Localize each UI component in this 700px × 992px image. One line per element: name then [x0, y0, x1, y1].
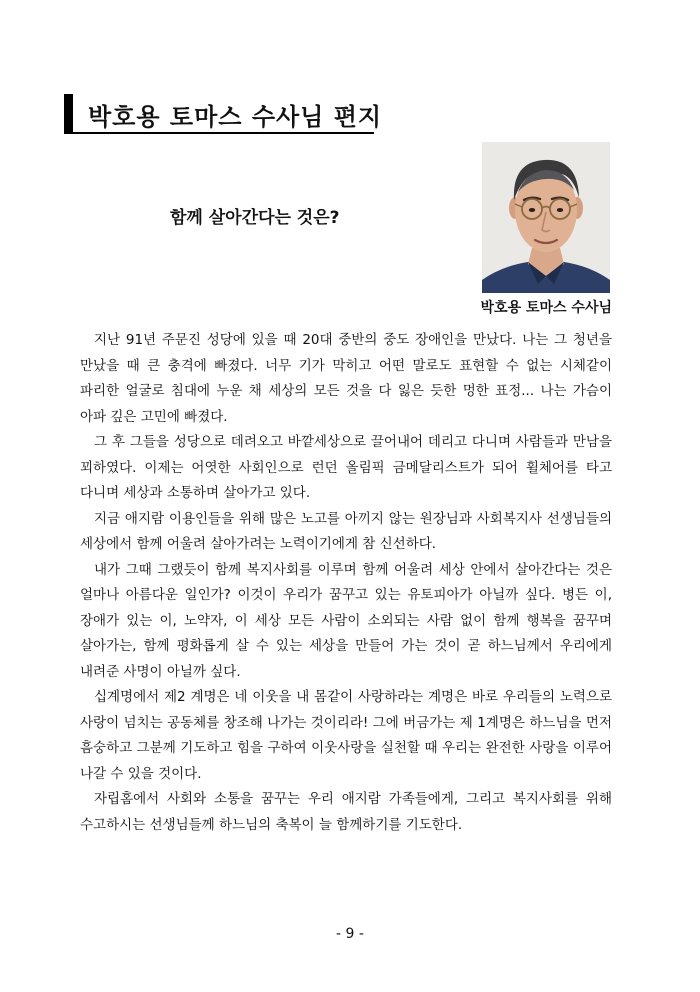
article-subtitle: 함께 살아간다는 것은? [170, 208, 340, 228]
paragraph: 지난 91년 주문진 성당에 있을 때 20대 중반의 중도 장애인을 만났다. 나는 그 청년을 만났을 때 큰 충격에 빠졌다. 너무 기가 막히고 어떤 말로도 표현할 수 없는 시체같이 파리한 얼굴로 침대에 누운 채 세상의 모든 것을 다 잃은 듯한 멍한 표정... 나는 가슴이 아파 깊은 고민에 빠졌다. [80, 332, 612, 425]
letter-body [80, 328, 612, 838]
paragraph: 십계명에서 제2 계명은 네 이웃을 내 몸같이 사랑하라는 계명은 바로 우리들의 노력으로 사랑이 넘치는 공동체를 창조해 나가는 것이리라! 그에 버금가는 제 1계명은 하느님을 먼저 흠숭하고 그분께 기도하고 힘을 구하여 이웃사랑을 실천할 때 우리는 완전한 사랑을 이루어 나갈 수 있을 것이다. [80, 689, 612, 782]
page-title: 박호용 토마스 수사님 편지 [88, 103, 383, 131]
paragraph: 그 후 그들을 성당으로 데려오고 바깥세상으로 끌어내어 데리고 다니며 사람들과 만남을 꾀하였다. 이제는 어엿한 사회인으로 런던 올림픽 금메달리스트가 되어 휠체어를 타고 다니며 세상과 소통하며 살아가고 있다. [80, 434, 612, 501]
header-accent-bar [64, 94, 73, 134]
author-photo [482, 142, 610, 293]
page-number: - 9 - [336, 926, 364, 942]
paragraph: 지금 애지람 이용인들을 위해 많은 노고를 아끼지 않는 원장님과 사회복지사 선생님들의 세상에서 함께 어울려 살아가려는 노력이기에게 참 신선하다. [80, 510, 612, 552]
header-underline [64, 132, 374, 134]
photo-caption: 박호용 토마스 수사님 [480, 300, 612, 316]
paragraph: 내가 그때 그랬듯이 함께 복지사회를 이루며 함께 어울려 세상 안에서 살아간다는 것은 얼마나 아름다운 일인가? 이것이 우리가 꿈꾸고 있는 유토피아가 아닐까 싶다. 병든 이, 장애가 있는 이, 노약자, 이 세상 모든 사람이 소외되는 사람 없이 함께 행복을 꿈꾸며 살아가는, 함께 평화롭게 살 수 있는 세상을 만들어 가는 것이 곧 하느님께서 우리에게 내려준 사명이 아닐까 싶다. [80, 561, 612, 680]
paragraph: 자립홈에서 사회와 소통을 꿈꾸는 우리 애지람 가족들에게, 그리고 복지사회를 위해 수고하시는 선생님들께 하느님의 축복이 늘 함께하기를 기도한다. [80, 791, 612, 833]
